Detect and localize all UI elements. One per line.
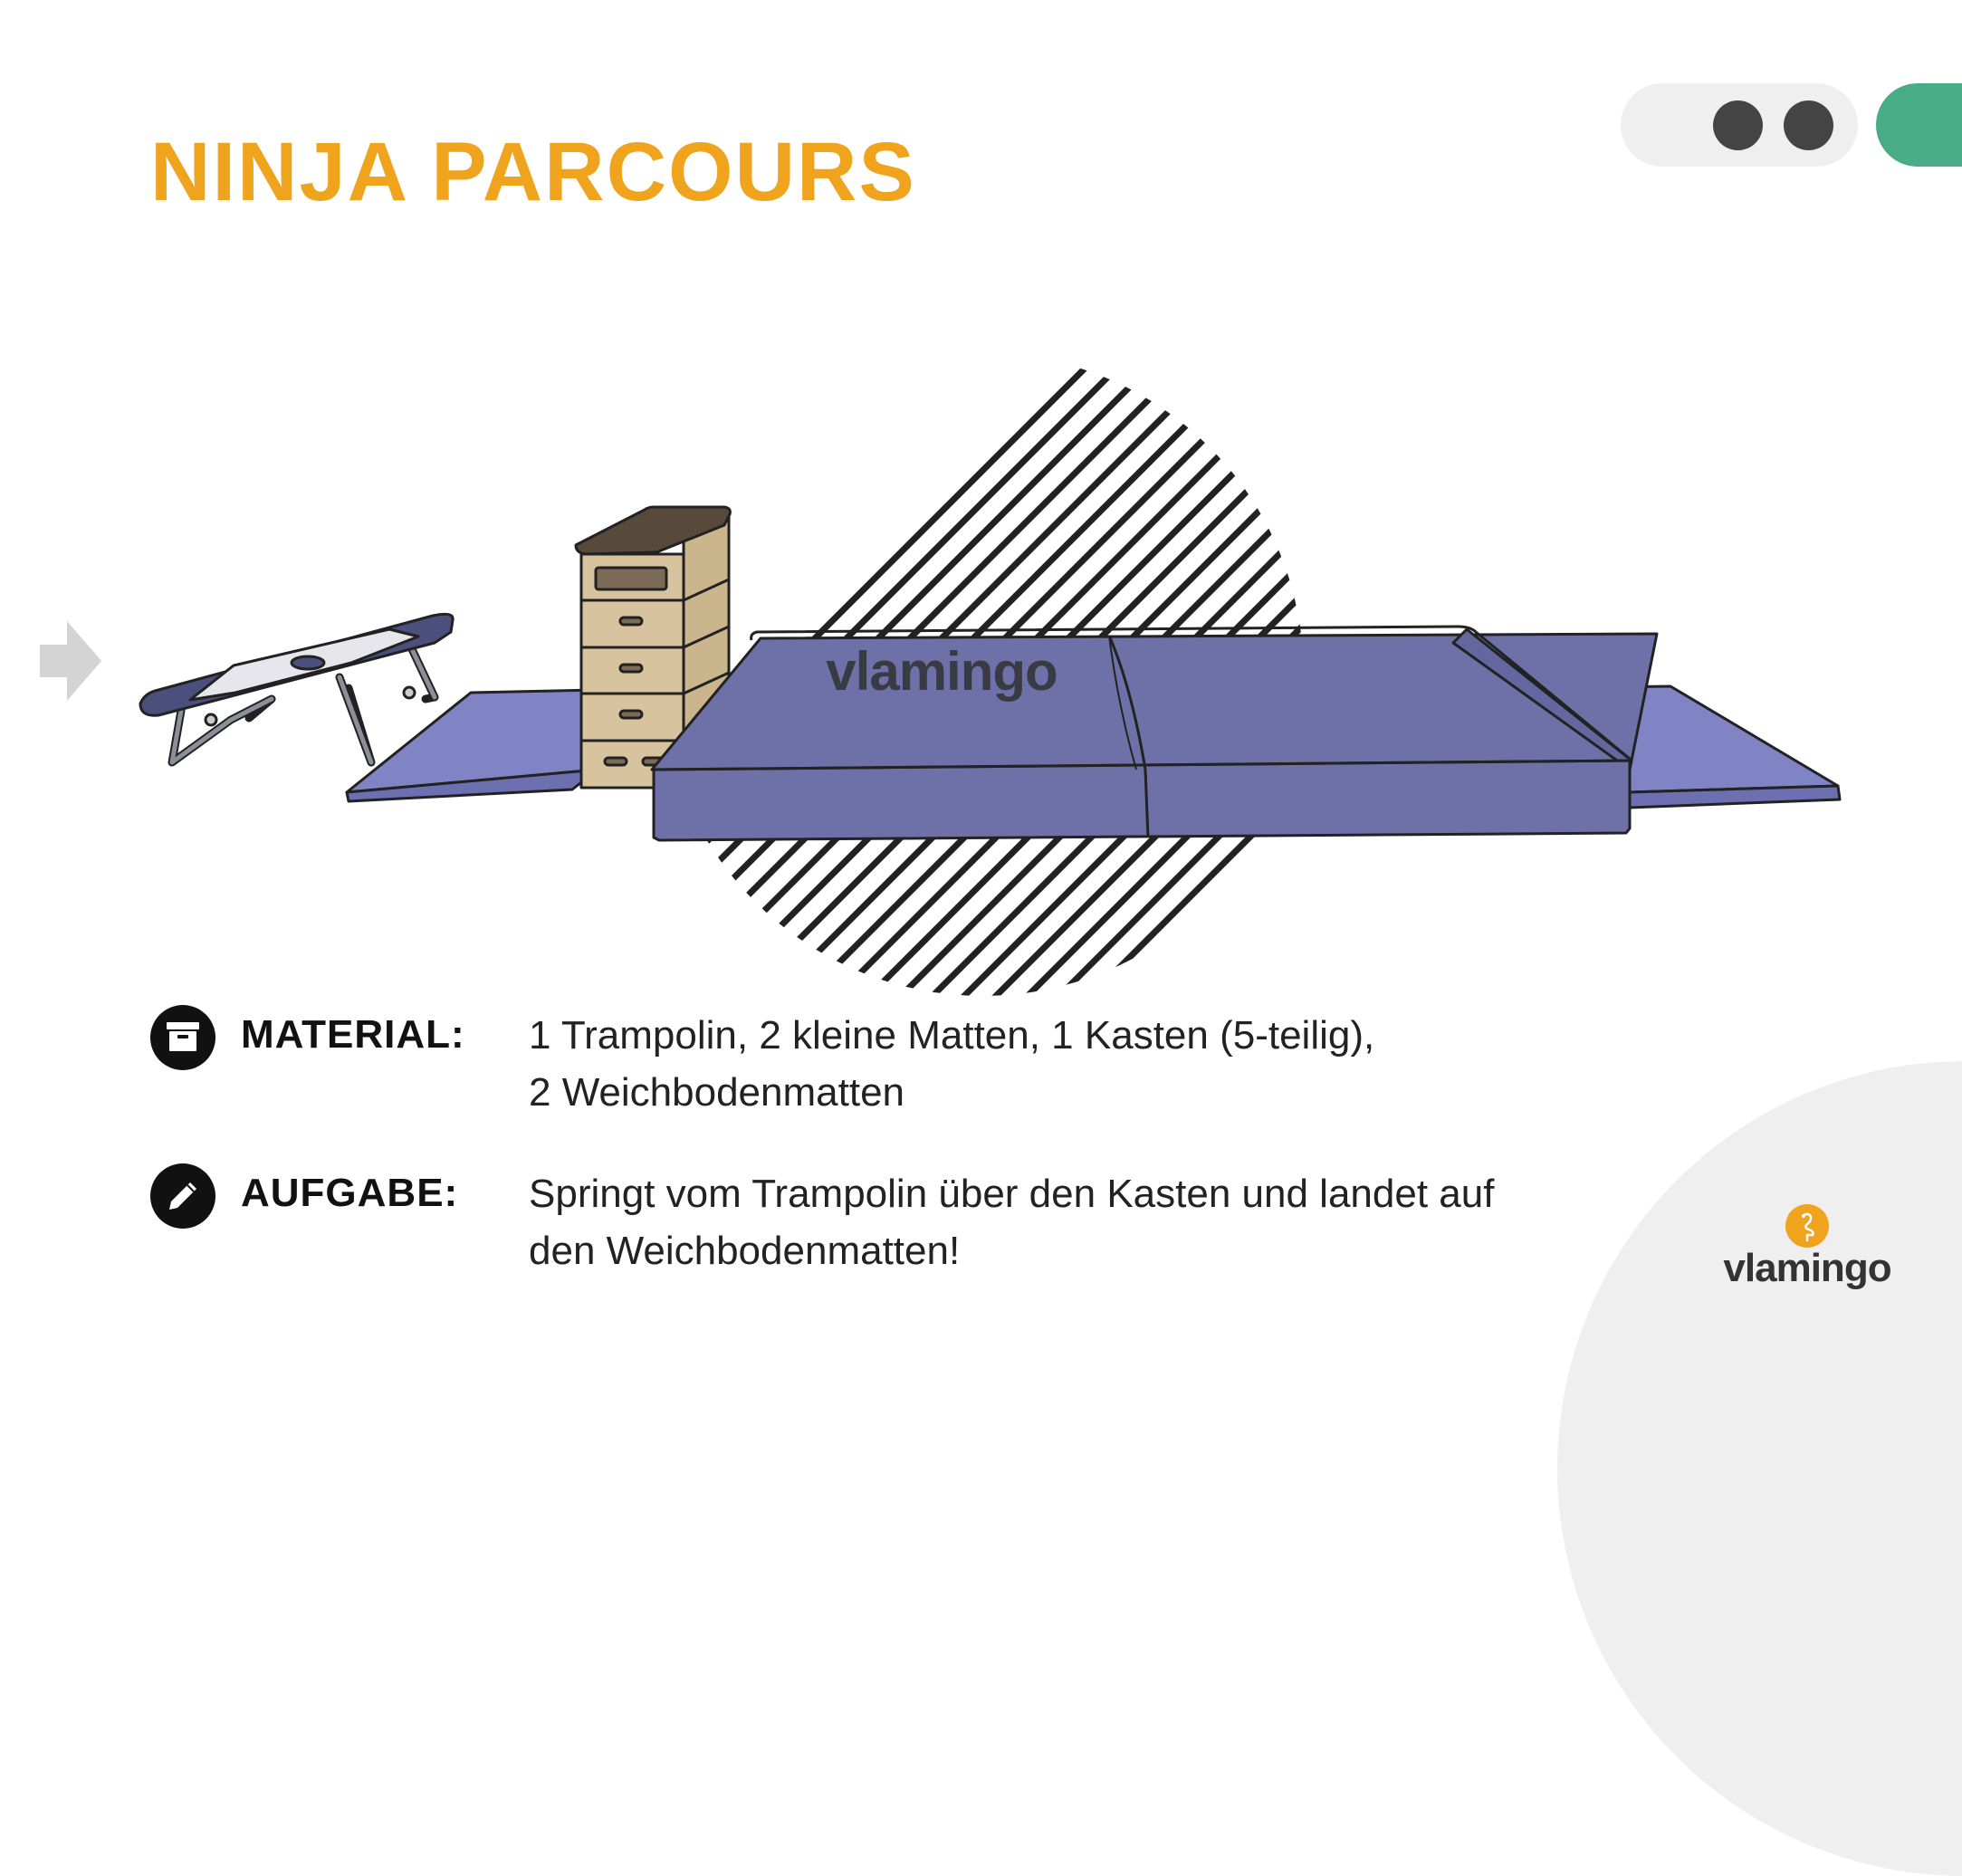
- page-title: NINJA PARCOURS: [150, 126, 916, 218]
- task-text: [529, 1165, 1706, 1279]
- illustration: [0, 344, 1962, 1014]
- page-dot[interactable]: [1784, 100, 1833, 150]
- archive-box-icon: [150, 1005, 215, 1070]
- task-line: den Weichbodenmatten!: [529, 1229, 961, 1273]
- vlamingo-logo[interactable]: [1717, 1204, 1898, 1295]
- pencil-icon: [150, 1163, 215, 1229]
- accent-tab[interactable]: [1876, 83, 1962, 167]
- material-text: [529, 1007, 1706, 1121]
- task-label: AUFGABE:: [241, 1171, 459, 1215]
- logo-text: vlamingo: [1723, 1246, 1891, 1290]
- pagination-dots[interactable]: [1621, 83, 1858, 167]
- material-label: MATERIAL:: [241, 1012, 465, 1057]
- material-line: 2 Weichbodenmatten: [529, 1070, 905, 1115]
- flamingo-icon: [1785, 1204, 1829, 1248]
- small-mat-left: [347, 690, 598, 801]
- material-line: 1 Trampolin, 2 kleine Matten, 1 Kasten (5-teilig),: [529, 1013, 1375, 1058]
- task-line: Springt vom Trampolin über den Kasten und landet auf: [529, 1172, 1495, 1216]
- trampoline-icon: [140, 614, 453, 762]
- page-dot[interactable]: [1713, 100, 1763, 150]
- soft-mat: [652, 627, 1657, 840]
- mat-brand-text: vlamingo: [826, 641, 1058, 702]
